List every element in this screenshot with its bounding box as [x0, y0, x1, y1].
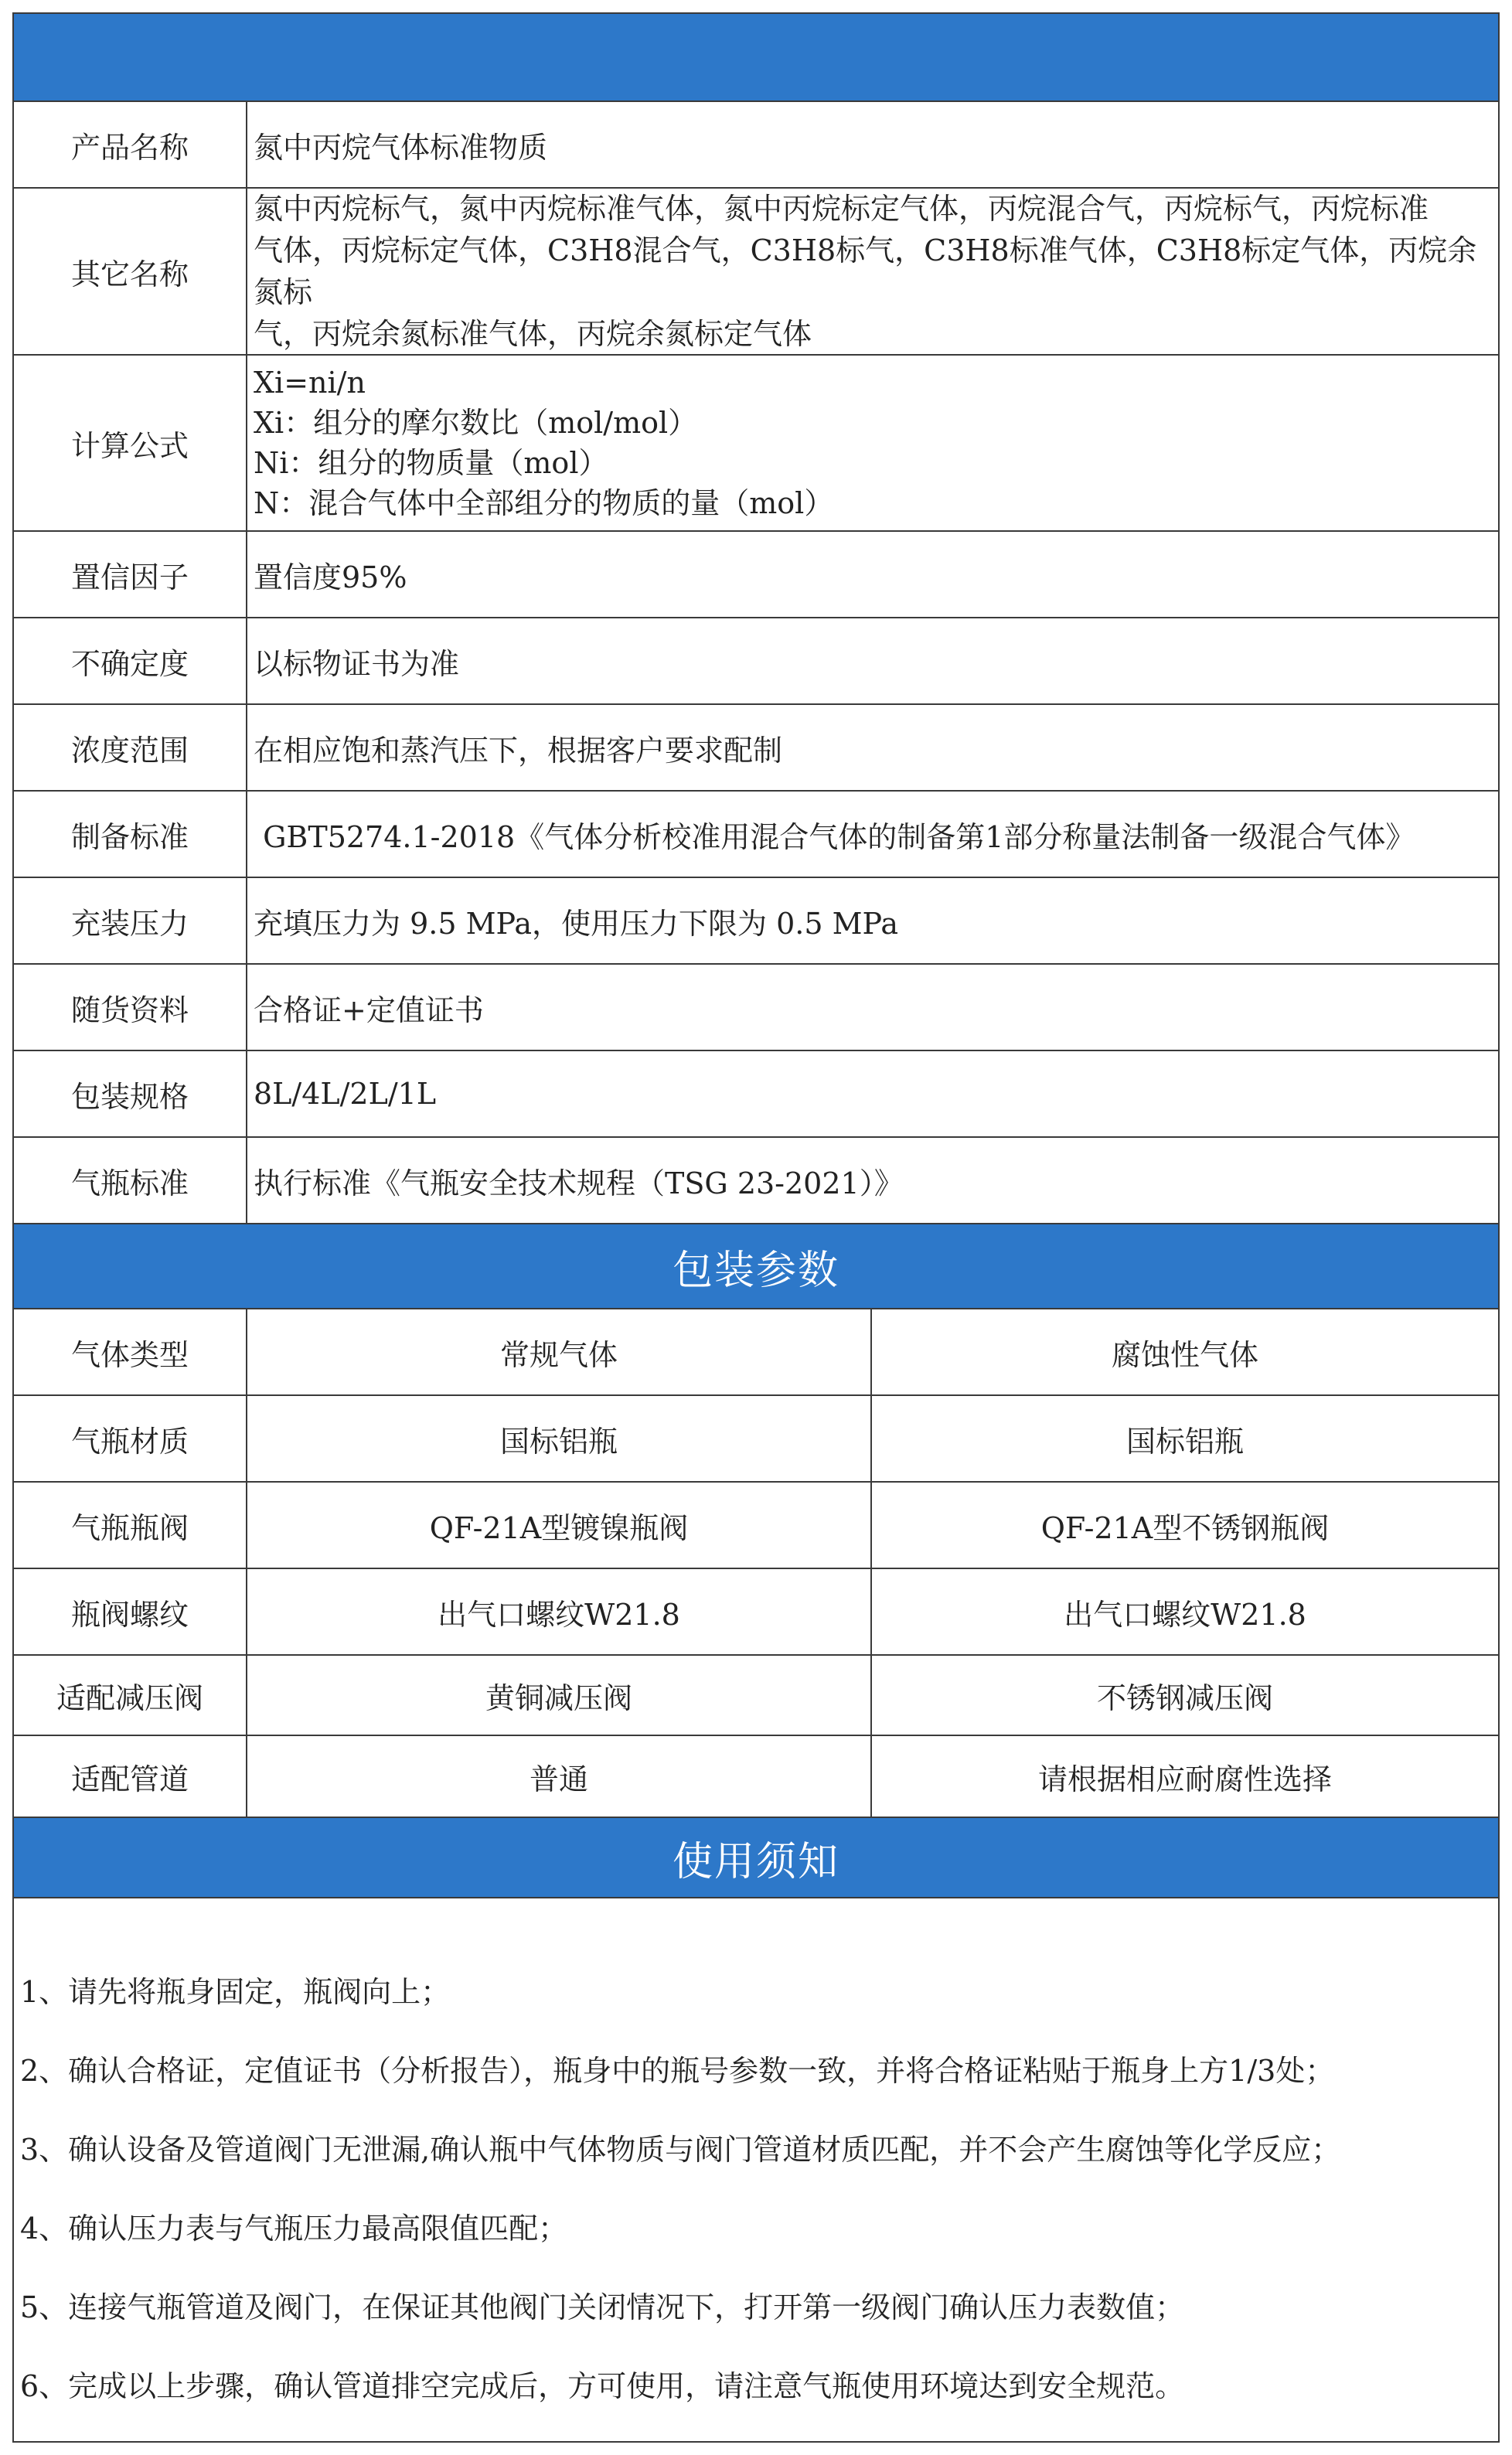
value-line: 气，丙烷余氮标准气体，丙烷余氮标定气体: [254, 317, 812, 351]
row-value: 合格证+定值证书: [254, 993, 484, 1027]
row-other-names: [14, 189, 1498, 356]
row-label: 不确定度: [14, 618, 247, 703]
row-label: 产品名称: [14, 102, 247, 187]
col-regular: 常规气体: [247, 1309, 872, 1394]
row-label: 其它名称: [14, 189, 247, 354]
usage-item: 4、确认压力表与气瓶压力最高限值匹配；: [20, 2212, 568, 2246]
row-value: 充填压力为 9.5 MPa，使用压力下限为 0.5 MPa: [254, 906, 899, 941]
col-regular: QF-21A型镀镍瓶阀: [247, 1483, 872, 1568]
row-value: 执行标准《气瓶安全技术规程（TSG 23-2021）》: [254, 1166, 904, 1200]
col-corrosive: 请根据相应耐腐性选择: [1037, 1762, 1332, 1796]
usage-item: 5、连接气瓶管道及阀门，在保证其他阀门关闭情况下，打开第一级阀门确认压力表数值；: [20, 2290, 1185, 2324]
packaging-title-bar: [14, 1224, 1498, 1309]
value-line: Xi=ni/n: [254, 366, 366, 400]
usage-item: 3、确认设备及管道阀门无泄漏,确认瓶中气体物质与阀门管道材质匹配，并不会产生腐蚀等化学反应；: [20, 2133, 1341, 2167]
usage-title-bar: [14, 1818, 1498, 1898]
row-label: 气瓶标准: [14, 1138, 247, 1223]
row-label: 随货资料: [14, 965, 247, 1050]
usage-item: 6、完成以上步骤，确认管道排空完成后，方可使用，请注意气瓶使用环境达到安全规范。: [20, 2369, 1185, 2403]
row-cylinder-standard: [14, 1138, 1498, 1224]
row-label: 瓶阀螺纹: [14, 1569, 247, 1654]
header-bar: [14, 14, 1498, 102]
row-value: 以标物证书为准: [254, 646, 460, 681]
col-regular: 普通: [247, 1736, 872, 1817]
value-line: Ni：组分的物质量（mol）: [254, 446, 608, 480]
col-corrosive: QF-21A型不锈钢瓶阀: [1040, 1510, 1330, 1545]
row-label: 置信因子: [14, 532, 247, 617]
row-uncertainty: [14, 618, 1498, 705]
row-label: 浓度范围: [14, 705, 247, 790]
row-value: 8L/4L/2L/1L: [254, 1077, 437, 1111]
pack-row-material: [14, 1396, 1498, 1483]
usage-item: 1、请先将瓶身固定，瓶阀向上；: [20, 1975, 451, 2009]
row-value: [247, 189, 1498, 354]
row-label: 适配减压阀: [14, 1656, 247, 1735]
col-regular: 国标铝瓶: [247, 1396, 872, 1481]
pack-row-gas-type: [14, 1309, 1498, 1396]
usage-title: 使用须知: [672, 1838, 839, 1885]
pack-row-piping: [14, 1736, 1498, 1818]
row-label: 包装规格: [14, 1051, 247, 1136]
row-label: 气瓶瓶阀: [14, 1483, 247, 1568]
col-regular: 出气口螺纹W21.8: [247, 1569, 872, 1654]
row-formula: [14, 356, 1498, 532]
row-package-spec: [14, 1051, 1498, 1138]
row-value: 置信度95%: [254, 560, 407, 594]
col-regular: 黄铜减压阀: [247, 1656, 872, 1735]
col-corrosive: 出气口螺纹W21.8: [1064, 1597, 1306, 1632]
value-line: Xi：组分的摩尔数比（mol/mol）: [254, 406, 698, 440]
product-sheet: [12, 12, 1500, 2443]
row-prep-standard: [14, 792, 1498, 878]
value-line: N：混合气体中全部组分的物质的量（mol）: [254, 486, 834, 520]
row-value: 氮中丙烷气体标准物质: [254, 130, 548, 165]
pack-row-regulator: [14, 1656, 1498, 1736]
row-label: 充装压力: [14, 878, 247, 963]
row-value: GBT5274.1-2018《气体分析校准用混合气体的制备第1部分称量法制备一级混合气体》: [254, 819, 1415, 854]
usage-item: 2、确认合格证，定值证书（分析报告），瓶身中的瓶号参数一致，并将合格证粘贴于瓶身上方1/3处；: [20, 2054, 1335, 2088]
col-corrosive: 腐蚀性气体: [1111, 1337, 1258, 1372]
row-label: 气瓶材质: [14, 1396, 247, 1481]
row-value: [247, 356, 1498, 530]
row-fill-pressure: [14, 878, 1498, 965]
value-line: 气体，丙烷标定气体，C3H8混合气，C3H8标气，C3H8标准气体，C3H8标定气体，丙烷余氮标: [254, 233, 1477, 309]
row-documents: [14, 965, 1498, 1051]
row-label: 计算公式: [14, 356, 247, 530]
col-corrosive: 不锈钢减压阀: [1096, 1680, 1273, 1715]
value-line: 氮中丙烷标气，氮中丙烷标准气体，氮中丙烷标定气体，丙烷混合气，丙烷标气，丙烷标准: [254, 192, 1429, 226]
row-product-name: [14, 102, 1498, 189]
pack-row-valve: [14, 1483, 1498, 1569]
row-confidence: [14, 532, 1498, 618]
row-concentration: [14, 705, 1498, 792]
col-corrosive: 国标铝瓶: [1125, 1424, 1244, 1459]
row-label: 制备标准: [14, 792, 247, 877]
row-label: 适配管道: [14, 1736, 247, 1817]
row-label: 气体类型: [14, 1309, 247, 1394]
row-value: 在相应饱和蒸汽压下，根据客户要求配制: [254, 733, 783, 768]
pack-row-thread: [14, 1569, 1498, 1656]
packaging-title: 包装参数: [672, 1247, 839, 1294]
